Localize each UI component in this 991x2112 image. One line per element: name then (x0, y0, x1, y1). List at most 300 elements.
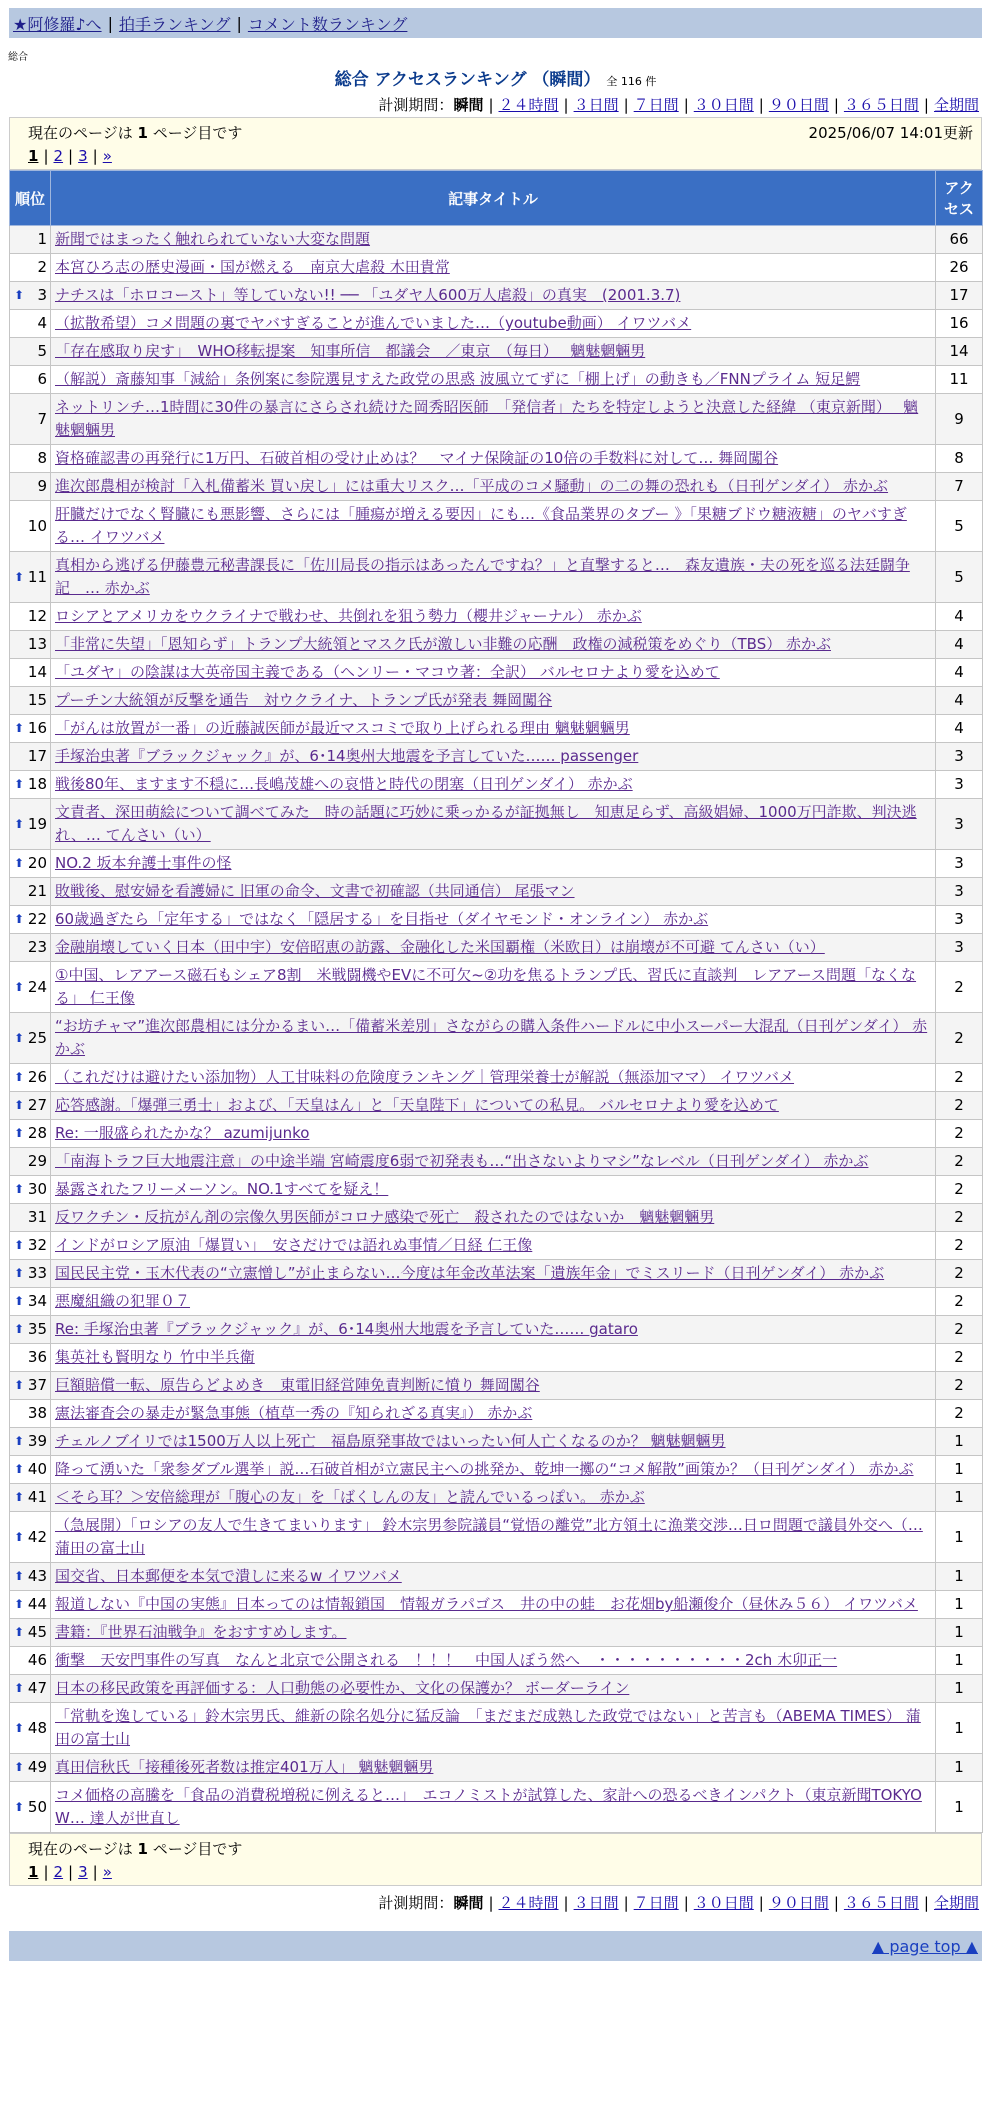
rank-cell (10, 1344, 51, 1372)
article-link[interactable]: 悪魔組織の犯罪０７ (55, 1292, 191, 1310)
table-row (10, 1064, 983, 1092)
up-arrow-icon: ⬆ (14, 1799, 25, 1814)
article-link[interactable]: 進次郎農相が検討「入札備蓄米 買い戻し」には重大リスク…「平成のコメ騒動」の二の舞の恐れも（日刊ゲンダイ） 赤かぶ (55, 477, 889, 495)
rank-number: 16 (27, 719, 47, 737)
period-separator: | (488, 1894, 494, 1912)
title-cell (51, 226, 936, 254)
title-cell (51, 1675, 936, 1703)
nav-link-1[interactable]: 拍手ランキング (118, 14, 231, 34)
rank-number: 34 (27, 1292, 47, 1310)
title-cell (51, 906, 936, 934)
access-count: 2 (936, 1092, 983, 1120)
access-count: 3 (936, 771, 983, 799)
up-arrow-icon: ⬆ (14, 721, 25, 735)
rank-number: 5 (37, 342, 47, 360)
table-row (10, 1120, 983, 1148)
table-row (10, 310, 983, 338)
rank-cell (10, 1288, 51, 1316)
up-arrow-icon: ⬆ (14, 569, 25, 584)
access-count: 2 (936, 962, 983, 1013)
nav-link-2[interactable]: コメント数ランキング (247, 14, 408, 34)
table-row (10, 659, 983, 687)
rank-number: 26 (27, 1068, 47, 1086)
access-count: 1 (936, 1456, 983, 1484)
period-link-3[interactable]: ３０日間 (693, 1894, 754, 1912)
access-count: 4 (936, 659, 983, 687)
rank-number: 50 (27, 1797, 47, 1816)
table-row (10, 1754, 983, 1782)
access-count: 2 (936, 1232, 983, 1260)
access-count: 2 (936, 1344, 983, 1372)
rank-cell (10, 1013, 51, 1064)
rank-number: 48 (27, 1718, 47, 1737)
article-link[interactable]: 憲法審査会の暴走が緊急事態（植草一秀の『知られざる真実』） 赤かぶ (55, 1404, 533, 1422)
table-row (10, 1148, 983, 1176)
table-row (10, 1675, 983, 1703)
article-link[interactable]: 「がんは放置が一番」の近藤誠医師が最近マスコミで取り上げられる理由 魑魅魍魎男 (55, 719, 630, 737)
rank-number: 39 (27, 1432, 47, 1450)
rank-number: 37 (27, 1376, 47, 1394)
access-count: 2 (936, 1120, 983, 1148)
access-count: 66 (936, 226, 983, 254)
title-cell (51, 743, 936, 771)
article-link[interactable]: 国民民主党・玉木代表の“立憲憎し”が止まらない…今度は年金改革法案「遺族年金」でミスリード（日刊ゲンダイ） 赤かぶ (55, 1264, 885, 1282)
table-row (10, 1703, 983, 1754)
pager-link-0[interactable]: 2 (53, 147, 64, 165)
table-row (10, 1512, 983, 1563)
col-access-header: アクセス (936, 171, 983, 226)
table-row (10, 1316, 983, 1344)
rank-number: 44 (27, 1595, 47, 1613)
footer-bar (9, 1931, 982, 1961)
category-label: 総合 (8, 52, 28, 63)
period-link-0[interactable]: ２４時間 (498, 96, 559, 114)
period-separator: | (683, 96, 689, 114)
pager-next[interactable]: » (102, 1863, 112, 1881)
article-link[interactable]: 「常軌を逸している」鈴木宗男氏、維新の除名処分に猛反論 「まだまだ成熟した政党ではない」と苦言も（ABEMA TIMES） 蒲田の富士山 (55, 1707, 921, 1748)
period-selector-bottom (0, 1892, 979, 1913)
article-link[interactable]: 新聞ではまったく触れられていない大変な問題 (55, 230, 371, 248)
title-cell (51, 254, 936, 282)
title-cell (51, 687, 936, 715)
table-row (10, 1563, 983, 1591)
rank-cell (10, 1400, 51, 1428)
title-cell (51, 1563, 936, 1591)
nav-link-0[interactable]: ★阿修羅♪へ (13, 14, 102, 34)
table-row (10, 878, 983, 906)
rank-number: 12 (27, 607, 47, 625)
rank-number: 33 (27, 1264, 47, 1282)
access-count: 2 (936, 1260, 983, 1288)
access-count: 8 (936, 445, 983, 473)
rank-cell (10, 338, 51, 366)
table-row (10, 394, 983, 445)
access-count: 4 (936, 631, 983, 659)
period-separator: | (488, 96, 494, 114)
title-cell (51, 1344, 936, 1372)
period-separator: | (833, 1894, 839, 1912)
title-cell (51, 631, 936, 659)
table-row (10, 743, 983, 771)
article-link[interactable]: 「ユダヤ」の陰謀は大英帝国主義である（ヘンリー・マコウ著：全訳） バルセロナより愛を込めて (55, 663, 720, 681)
title-cell (51, 771, 936, 799)
period-selector-top (0, 94, 979, 115)
rank-number: 13 (27, 635, 47, 653)
access-count: 3 (936, 934, 983, 962)
table-row (10, 1400, 983, 1428)
up-arrow-icon: ⬆ (14, 1462, 25, 1476)
access-count: 1 (936, 1703, 983, 1754)
title-cell (51, 878, 936, 906)
article-link[interactable]: プーチン大統領が反撃を通告 対ウクライナ、トランプ氏が発表 舞岡闖谷 (55, 691, 553, 709)
up-arrow-icon: ⬆ (14, 1760, 25, 1774)
article-link[interactable]: ナチスは「ホロコースト」等していない!! ── 「ユダヤ人600万人虐殺」の真実 (2001.3.7) (55, 286, 681, 304)
rank-number: 19 (27, 814, 47, 833)
title-cell (51, 1754, 936, 1782)
rank-number: 17 (27, 747, 47, 765)
page-top-link[interactable]: ▲ page top ▲ (871, 1936, 978, 1956)
rank-cell (10, 501, 51, 552)
rank-number: 18 (27, 775, 47, 793)
title-cell (51, 1512, 936, 1563)
table-row (10, 1647, 983, 1675)
article-link[interactable]: 暴露されたフリーメーソン。NO.1すべてを疑え！ (55, 1180, 389, 1198)
title-cell (51, 934, 936, 962)
rank-cell (10, 1484, 51, 1512)
access-count: 3 (936, 799, 983, 850)
rank-cell (10, 1120, 51, 1148)
rank-cell (10, 254, 51, 282)
table-row (10, 934, 983, 962)
article-link[interactable]: 資格確認書の再発行に1万円、石破首相の受け止めは？ マイナ保険証の10倍の手数料に対して… 舞岡闖谷 (55, 449, 779, 467)
rank-cell (10, 631, 51, 659)
up-arrow-icon: ⬆ (14, 856, 25, 870)
table-row (10, 501, 983, 552)
title-cell (51, 1176, 936, 1204)
title-cell (51, 1372, 936, 1400)
article-link[interactable]: 真相から逃げる伊藤豊元秘書課長に「佐川局長の指示はあったんですね？」と直撃すると… 森友遺族・夫の死を巡る法廷闘争記 … 赤かぶ (55, 556, 910, 597)
title-cell (51, 1260, 936, 1288)
period-separator: | (923, 96, 929, 114)
access-count: 17 (936, 282, 983, 310)
rank-number: 1 (37, 230, 47, 248)
period-separator: | (758, 1894, 764, 1912)
col-title-header: 記事タイトル (51, 171, 936, 226)
title-cell (51, 603, 936, 631)
title-cell (51, 1092, 936, 1120)
rank-number: 20 (27, 854, 47, 872)
article-link[interactable]: 戦後80年、ますます不穏に…長嶋茂雄への哀惜と時代の閉塞（日刊ゲンダイ） 赤かぶ (55, 775, 633, 793)
up-arrow-icon: ⬆ (14, 1434, 25, 1448)
top-nav (9, 8, 982, 38)
rank-cell (10, 1754, 51, 1782)
rank-cell (10, 1675, 51, 1703)
title-cell (51, 1400, 936, 1428)
period-link-3[interactable]: ３０日間 (693, 96, 754, 114)
period-link-6[interactable]: 全期間 (933, 96, 979, 114)
access-count: 2 (936, 1288, 983, 1316)
article-link[interactable]: 手塚治虫著『ブラックジャック』が、6･14奥州大地震を予言していた…… passenger (55, 747, 639, 765)
up-arrow-icon: ⬆ (14, 288, 25, 302)
title-cell (51, 799, 936, 850)
rank-cell (10, 1619, 51, 1647)
article-link[interactable]: 「南海トラフ巨大地震注意」の中途半端 宮崎震度6弱で初発表も…“出さないよりマシ”なレベル（日刊ゲンダイ） 赤かぶ (55, 1152, 869, 1170)
title-cell (51, 1316, 936, 1344)
title-cell (51, 1232, 936, 1260)
period-separator: | (623, 1894, 629, 1912)
rank-number: 23 (27, 938, 47, 956)
pager-separator: | (43, 147, 49, 165)
rank-number: 35 (27, 1320, 47, 1338)
pager-separator: | (43, 1863, 49, 1881)
rank-number: 30 (27, 1180, 47, 1198)
title-cell (51, 962, 936, 1013)
up-arrow-icon: ⬆ (14, 816, 25, 831)
table-row (10, 338, 983, 366)
article-link[interactable]: “お坊チャマ”進次郎農相には分かるまい…「備蓄米差別」さながらの購入条件ハードルに中小スーパー大混乱（日刊ゲンダイ） 赤かぶ (55, 1017, 928, 1058)
table-row (10, 631, 983, 659)
table-row (10, 962, 983, 1013)
period-separator: | (563, 96, 569, 114)
table-row (10, 1484, 983, 1512)
title-cell (51, 366, 936, 394)
rank-cell (10, 1232, 51, 1260)
access-count: 1 (936, 1675, 983, 1703)
article-link[interactable]: 60歳過ぎたら「定年する」ではなく「隠居する」を目指せ（ダイヤモンド・オンライン） 赤かぶ (55, 910, 709, 928)
rank-number: 2 (37, 258, 47, 276)
article-link[interactable]: 集英社も賢明なり 竹中半兵衛 (55, 1348, 255, 1366)
ranking-title: 総合 アクセスランキング （瞬間） (334, 70, 601, 90)
up-arrow-icon: ⬆ (14, 777, 25, 791)
article-link[interactable]: Re: 一服盛られたかな？ azumijunko (55, 1124, 310, 1142)
article-link[interactable]: 反ワクチン・反抗がん剤の宗像久男医師がコロナ感染で死亡 殺されたのではないか 魑魅魍魎男 (55, 1208, 715, 1226)
table-row (10, 771, 983, 799)
table-row (10, 603, 983, 631)
article-link[interactable]: （解説）斎藤知事「減給」条例案に参院選見すえた政党の思惑 波風立てずに「棚上げ」の動きも／FNNプライム 短足鰐 (55, 370, 861, 388)
article-link[interactable]: 国交省、日本郵便を本気で潰しに来るw イワツバメ (55, 1567, 402, 1585)
up-arrow-icon: ⬆ (14, 1182, 25, 1196)
nav-separator: | (236, 13, 242, 33)
rank-number: 6 (37, 370, 47, 388)
rank-number: 42 (27, 1527, 47, 1546)
access-count: 1 (936, 1563, 983, 1591)
rank-cell (10, 1563, 51, 1591)
article-link[interactable]: ＜そら耳？＞安倍総理が「腹心の友」を「ばくしんの友」と読んでいるっぽい。 赤かぶ (55, 1488, 645, 1506)
access-count: 2 (936, 1176, 983, 1204)
article-link[interactable]: NO.2 坂本弁護士事件の怪 (55, 854, 232, 872)
article-link[interactable]: 金融崩壊していく日本（田中宇）安倍昭恵の訪露、金融化した米国覇権（米欧日）は崩壊が不可避 てんさい（い） (55, 938, 825, 956)
rank-number: 47 (27, 1679, 47, 1697)
article-link[interactable]: ネットリンチ…1時間に30件の暴言にさらされ続けた岡秀昭医師 「発信者」たちを特定しようと決意した経緯 （東京新聞） 魑魅魍魎男 (55, 398, 919, 439)
access-count: 1 (936, 1619, 983, 1647)
pager-current: 1 (28, 1863, 39, 1881)
table-row (10, 687, 983, 715)
period-separator: | (683, 1894, 689, 1912)
rank-cell (10, 445, 51, 473)
pager-link-1[interactable]: 3 (78, 1863, 88, 1881)
up-arrow-icon: ⬆ (14, 1569, 25, 1583)
title-cell (51, 1782, 936, 1833)
updated-time: 2025/06/07 14:01更新 (808, 124, 973, 142)
access-count: 1 (936, 1428, 983, 1456)
page-status-bottom (9, 1833, 982, 1886)
up-arrow-icon: ⬆ (14, 1098, 25, 1112)
access-count: 2 (936, 1372, 983, 1400)
article-link[interactable]: 文責者、深田萌絵について調べてみた 時の話題に巧妙に乗っかるが証拠無し 知恵足らず、高級娼婦、1000万円詐欺、判決逃れ、… てんさい（い） (55, 803, 917, 844)
rank-cell (10, 799, 51, 850)
title-cell (51, 715, 936, 743)
rank-number: 21 (27, 882, 47, 900)
access-count: 1 (936, 1647, 983, 1675)
up-arrow-icon: ⬆ (14, 1378, 25, 1392)
up-arrow-icon: ⬆ (14, 1294, 25, 1308)
up-arrow-icon: ⬆ (14, 1529, 25, 1544)
article-link[interactable]: 本宮ひろ志の歴史漫画・国が燃える 南京大虐殺 木田貴常 (55, 258, 450, 276)
article-link[interactable]: Re: 手塚治虫著『ブラックジャック』が、6･14奥州大地震を予言していた…… gataro (55, 1320, 638, 1338)
access-count: 1 (936, 1782, 983, 1833)
table-row (10, 1782, 983, 1833)
title-cell (51, 1428, 936, 1456)
table-row (10, 1013, 983, 1064)
rank-cell (10, 771, 51, 799)
period-link-1[interactable]: ３日間 (573, 96, 619, 114)
period-link-2[interactable]: ７日間 (633, 1894, 679, 1912)
article-link[interactable]: 報道しない『中国の実態』日本ってのは情報鎖国 情報ガラパゴス 井の中の蛙 お花畑by船瀬俊介（昼休み５６） イワツバメ (55, 1595, 918, 1613)
period-link-6[interactable]: 全期間 (933, 1894, 979, 1912)
up-arrow-icon: ⬆ (14, 1266, 25, 1280)
article-link[interactable]: 降って湧いた「衆参ダブル選挙」説…石破首相が立憲民主への挑発か、乾坤一擲の“コメ解散”画策か？（日刊ゲンダイ） 赤かぶ (55, 1460, 914, 1478)
period-separator: | (923, 1894, 929, 1912)
rank-cell (10, 850, 51, 878)
article-link[interactable]: 「非常に失望」「恩知らず」トランプ大統領とマスク氏が激しい非難の応酬 政権の減税策をめぐり（TBS） 赤かぶ (55, 635, 831, 653)
access-count: 3 (936, 850, 983, 878)
rank-cell (10, 743, 51, 771)
rank-cell (10, 659, 51, 687)
title-cell (51, 473, 936, 501)
period-link-4[interactable]: ９０日間 (768, 1894, 829, 1912)
access-count: 1 (936, 1754, 983, 1782)
article-link[interactable]: （拡散希望）コメ問題の裏でヤバすぎることが進んでいました…（youtube動画） イワツバメ (55, 314, 692, 332)
article-link[interactable]: ロシアとアメリカをウクライナで戦わせ、共倒れを狙う勢力（櫻井ジャーナル） 赤かぶ (55, 607, 642, 625)
access-count: 2 (936, 1316, 983, 1344)
rank-number: 46 (27, 1651, 47, 1669)
article-link[interactable]: 応答感謝。「爆弾三勇士」および、「天皇はん」と「天皇陛下」についての私見。 バルセロナより愛を込めて (55, 1096, 779, 1114)
rank-number: 45 (27, 1623, 47, 1641)
article-link[interactable]: 敗戦後、慰安婦を看護婦に 旧軍の命令、文書で初確認（共同通信） 尾張マン (55, 882, 575, 900)
table-row (10, 366, 983, 394)
period-separator: | (623, 96, 629, 114)
title-cell (51, 850, 936, 878)
article-link[interactable]: （急展開）「ロシアの友人で生きてまいります」 鈴木宗男参院議員“覚悟の離党”北方領土に漁業交渉…日ロ問題で議員外交へ（… 蒲田の富士山 (55, 1516, 923, 1557)
total-count: 全 116 件 (606, 75, 657, 88)
rank-cell (10, 310, 51, 338)
access-count: 4 (936, 603, 983, 631)
period-link-5[interactable]: ３６５日間 (843, 1894, 919, 1912)
title-cell (51, 1148, 936, 1176)
page (0, 8, 991, 1961)
rank-cell (10, 603, 51, 631)
access-count: 1 (936, 1484, 983, 1512)
access-count: 5 (936, 501, 983, 552)
article-link[interactable]: コメ価格の高騰を「食品の消費税増税に例えると…」 エコノミストが試算した、家計への恐るべきインパクト（東京新聞TOKYO W… 達人が世直し (55, 1786, 922, 1827)
access-count: 4 (936, 715, 983, 743)
article-link[interactable]: 肝臓だけでなく腎臓にも悪影響、さらには「腫瘍が増える要因」にも…《食品業界のタブー 》「果糖ブドウ糖液糖」のヤバすぎる… イワツバメ (55, 505, 907, 546)
table-row (10, 552, 983, 603)
table-row (10, 799, 983, 850)
rank-number: 31 (27, 1208, 47, 1226)
article-link[interactable]: 書籍：『世界石油戦争』をおすすめします。 (55, 1623, 347, 1641)
access-count: 16 (936, 310, 983, 338)
table-row (10, 1344, 983, 1372)
title-cell (51, 338, 936, 366)
article-link[interactable]: インドがロシア原油「爆買い」 安さだけでは語れぬ事情／日経 仁王像 (55, 1236, 533, 1254)
title-cell (51, 659, 936, 687)
period-link-4[interactable]: ９０日間 (768, 96, 829, 114)
article-link[interactable]: 衝撃 天安門事件の写真 なんと北京で公開される ！！！ 中国人ぼう然へ ・・・・・・・・・・2ch 木卯正一 (55, 1651, 838, 1669)
rank-number: 40 (27, 1460, 47, 1478)
article-link[interactable]: 「存在感取り戻す」 WHO移転提案 知事所信 都議会 ／東京 （毎日） 魑魅魍魎男 (55, 342, 646, 360)
up-arrow-icon: ⬆ (14, 1597, 25, 1611)
rank-number: 43 (27, 1567, 47, 1585)
article-link[interactable]: チェルノブイリでは1500万人以上死亡 福島原発事故ではいったい何人亡くなるのか？ 魑魅魍魎男 (55, 1432, 726, 1450)
period-separator: | (833, 96, 839, 114)
rank-number: 11 (27, 567, 47, 586)
rank-number: 32 (27, 1236, 47, 1254)
title-cell (51, 501, 936, 552)
period-link-2[interactable]: ７日間 (633, 96, 679, 114)
rank-cell (10, 962, 51, 1013)
article-link[interactable]: 真田信秋氏「接種後死者数は推定401万人」 魑魅魍魎男 (55, 1758, 434, 1776)
rank-number: 28 (27, 1124, 47, 1142)
title-cell (51, 1288, 936, 1316)
table-row (10, 1288, 983, 1316)
table-row (10, 1260, 983, 1288)
rank-cell (10, 1591, 51, 1619)
pager-link-1[interactable]: 3 (78, 147, 88, 165)
rank-cell (10, 282, 51, 310)
page-title (0, 65, 991, 90)
table-row (10, 1428, 983, 1456)
rank-cell (10, 1064, 51, 1092)
access-count: 5 (936, 552, 983, 603)
access-count: 2 (936, 1204, 983, 1232)
period-link-1[interactable]: ３日間 (573, 1894, 619, 1912)
title-cell (51, 1204, 936, 1232)
article-link[interactable]: 日本の移民政策を再評価する：人口動態の必要性か、文化の保護か？ ボーダーライン (55, 1679, 630, 1697)
pager-link-0[interactable]: 2 (53, 1863, 64, 1881)
pager-separator: | (68, 147, 74, 165)
rank-number: 14 (27, 663, 47, 681)
period-link-0[interactable]: ２４時間 (498, 1894, 559, 1912)
access-count: 2 (936, 1148, 983, 1176)
up-arrow-icon: ⬆ (14, 979, 25, 994)
article-link[interactable]: 巨額賠償一転、原告らどよめき 東電旧経営陣免責判断に憤り 舞岡闖谷 (55, 1376, 540, 1394)
pager-next[interactable]: » (102, 147, 112, 165)
rank-cell (10, 1456, 51, 1484)
article-link[interactable]: （これだけは避けたい添加物）人工甘味料の危険度ランキング｜管理栄養士が解説（無添加ママ） イワツバメ (55, 1068, 795, 1086)
period-current: 瞬間 (453, 1894, 484, 1912)
table-row (10, 282, 983, 310)
access-count: 14 (936, 338, 983, 366)
access-count: 1 (936, 1512, 983, 1563)
rank-number: 10 (27, 516, 47, 535)
access-count: 9 (936, 394, 983, 445)
pager-top (28, 147, 973, 165)
article-link[interactable]: ①中国、レアアース磁石もシェア8割 米戦闘機やEVに不可欠~②功を焦るトランプ氏、習氏に直談判 レアアース問題「なくなる」 仁王像 (55, 966, 917, 1007)
rank-cell (10, 934, 51, 962)
period-link-5[interactable]: ３６５日間 (843, 96, 919, 114)
title-cell (51, 1064, 936, 1092)
